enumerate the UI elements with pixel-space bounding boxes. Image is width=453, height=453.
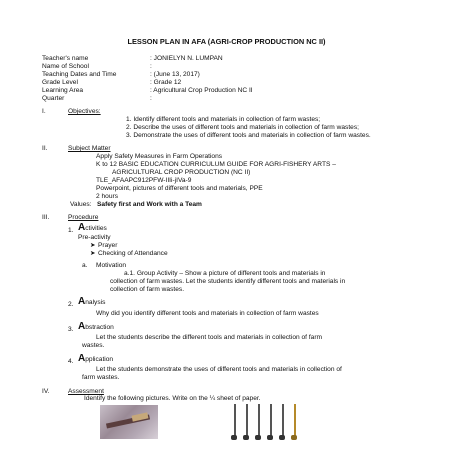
header-label-grade: Grade Level [42,79,78,86]
header-value-area: : Agricultural Crop Production NC II [150,87,253,94]
application-text: farm wastes. [82,374,120,381]
document-title: LESSON PLAN IN AFA (AGRI-CROP PRODUCTION NC II) [127,37,326,46]
subject-line: K to 12 BASIC EDUCATION CURRICULUM GUIDE FOR AGRI-FISHERY ARTS – [96,161,336,168]
step-initial: A [78,353,86,364]
objective-item: 3. Demonstrate the uses of different tools and materials in collection of farm wastes. [126,132,371,139]
step-number: 2. [68,301,74,308]
abstraction-text: Let the students describe the different tools and materials in collection of farm [96,334,323,341]
section-number: I. [42,108,46,115]
step-initial: A [78,321,86,332]
analysis-text: Why did you identify different tools and materials in collection of farm wastes [96,310,319,317]
header-value-teacher: : JONIELYN N. LUMPAN [150,55,223,62]
pre-activity-label: Pre-activity [78,234,111,241]
header-value-dates: : (June 13, 2017) [150,71,200,78]
header-label-school: Name of School [42,63,89,70]
tool-picture-bolo [100,405,158,439]
step-title-rest: nalysis [85,299,106,306]
step-title-analysis [78,298,105,307]
step-title-rest: ctivities [85,225,107,232]
subject-line: AGRICULTURAL CROP PRODUCTION (NC II) [112,169,251,176]
header-value-grade: : Grade 12 [150,79,182,86]
section-heading-assessment: Assessment [68,388,104,395]
motivation-text: a.1. Group Activity – Show a picture of different tools and materials in [124,270,326,277]
assessment-text: Identify the following pictures. Write on the ¼ sheet of paper. [84,395,261,402]
subject-line: Apply Safety Measures in Farm Operations [96,153,223,160]
objective-item: 1. Identify different tools and materials in collection of farm wastes; [126,116,321,123]
subject-line: TLE_AFAAPC912PFW-IIIi-jIVa-9 [96,177,192,184]
bullet-item: ➤ Prayer [90,242,118,249]
header-label-teacher: Teacher's name [42,55,89,62]
motivation-text: collection of farm wastes. [110,286,185,293]
objective-item: 2. Describe the uses of different tools and materials in collection of farm wastes; [126,124,359,131]
subject-line: 2 hours [96,193,118,200]
section-number: IV. [42,388,50,395]
step-number: 4. [68,358,74,365]
motivation-text: collection of farm wastes. Let the students identify different tools and materials in [110,278,346,285]
application-text: Let the students demonstrate the uses of different tools and materials in collection of [96,366,342,373]
motivation-label: Motivation [96,262,127,269]
section-heading-procedure: Procedure [68,214,99,221]
header-value-school: : [150,63,152,70]
header-label-area: Learning Area [42,87,84,94]
step-title-rest: pplication [85,356,114,363]
header-value-quarter: : [150,95,152,102]
tool-picture-rakes [228,402,304,444]
step-initial: A [78,296,86,307]
section-number: III. [42,214,50,221]
arrow-bullet-icon: ➤ [90,250,96,257]
section-number: II. [42,145,48,152]
values-text: Safety first and Work with a Team [97,201,202,208]
step-title-activities [78,224,107,233]
step-number: 1. [68,227,74,234]
step-initial: A [78,222,86,233]
values-label: Values: [70,201,92,208]
header-label-dates: Teaching Dates and Time [42,71,117,78]
section-heading-objectives: Objectives: [68,108,101,115]
motivation-letter: a. [82,262,88,269]
step-title-application [78,355,113,364]
step-title-rest: bstraction [85,324,114,331]
arrow-bullet-icon: ➤ [90,242,96,249]
abstraction-text: wastes. [82,342,105,349]
step-number: 3. [68,326,74,333]
step-title-abstraction [78,323,114,332]
section-heading-subject-matter: Subject Matter [68,145,111,152]
bullet-item: ➤ Checking of Attendance [90,250,168,257]
header-label-quarter: Quarter [42,95,65,102]
subject-line: Powerpoint, pictures of different tools and materials, PPE [96,185,263,192]
